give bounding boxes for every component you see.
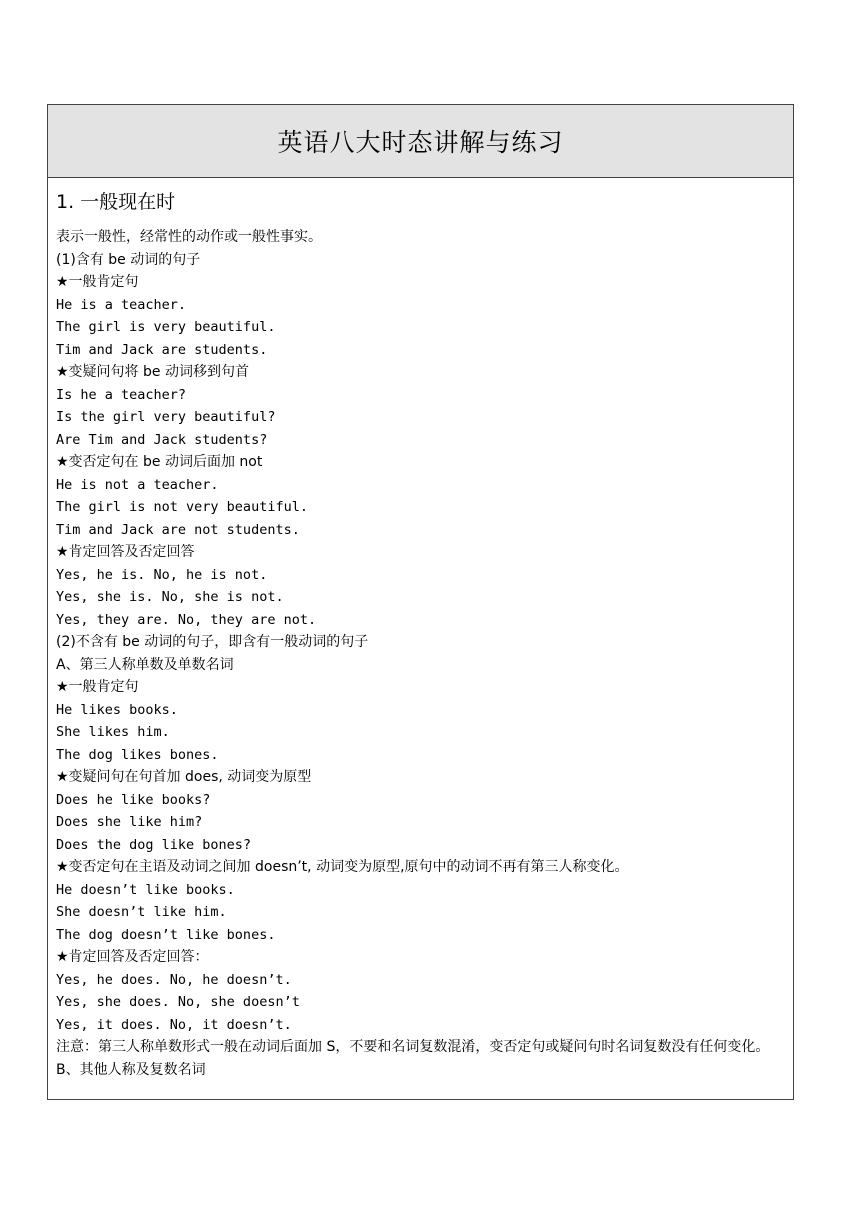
document-title: 英语八大时态讲解与练习 [277,128,564,157]
text-line: Yes, she is. No, she is not. [56,589,284,605]
text-line: Are Tim and Jack students? [56,431,268,448]
text-line: Does the dog like bones? [56,836,252,853]
text-line: The girl is very beautiful. [56,319,276,335]
title-bar [48,105,793,178]
text-line: He is a teacher. [56,296,187,313]
text-line: Yes, they are. No, they are not. [56,611,317,628]
text-lines [56,226,785,1081]
text-line: She likes him. [56,724,170,740]
text-line: Yes, he does. No, he doesn’t. [56,971,292,988]
text-line: 注意：第三人称单数形式一般在动词后面加 S，不要和名词复数混淆，变否定句或疑问句时名词复数没有任何变化。 [56,1039,770,1055]
text-line: Tim and Jack are not students. [56,521,300,538]
text-line: ★变否定句在主语及动词之间加 doesn’t, 动词变为原型,原句中的动词不再有第三人称变化。 [56,859,629,875]
text-line: Yes, he is. No, he is not. [56,566,268,583]
text-line: Does she like him? [56,814,203,830]
text-line: Is he a teacher? [56,386,187,403]
text-line: 表示一般性，经常性的动作或一般性事实。 [56,229,322,245]
text-line: A、第三人称单数及单数名词 [56,656,234,673]
text-line: Is the girl very beautiful? [56,409,276,425]
text-line: He doesn’t like books. [56,881,235,898]
text-line: Yes, she does. No, she doesn’t [56,994,300,1010]
text-line: He is not a teacher. [56,476,219,493]
text-line: The dog doesn’t like bones. [56,926,276,943]
text-line: The girl is not very beautiful. [56,499,308,515]
text-line: ★肯定回答及否定回答 [56,544,195,560]
text-line: ★一般肯定句 [56,679,139,695]
document-box [47,104,794,1100]
document-content [48,178,793,1081]
text-line: The dog likes bones. [56,746,219,763]
text-line: She doesn’t like him. [56,904,227,920]
text-line: ★变疑问句将 be 动词移到句首 [56,364,249,380]
section-heading: 1. 一般现在时 [56,191,176,213]
text-line: (2)不含有 be 动词的句子，即含有一般动词的句子 [56,634,369,650]
text-line: ★变否定句在 be 动词后面加 not [56,454,263,470]
text-line: ★变疑问句在句首加 does, 动词变为原型 [56,769,312,785]
text-line: Tim and Jack are students. [56,341,268,358]
text-line: He likes books. [56,701,178,718]
text-line: B、其他人称及复数名词 [56,1061,206,1078]
text-line: Does he like books? [56,791,211,808]
text-line: ★肯定回答及否定回答： [56,949,209,965]
text-line: Yes, it does. No, it doesn’t. [56,1016,292,1033]
text-line: ★一般肯定句 [56,274,139,290]
text-line: (1)含有 be 动词的句子 [56,251,201,268]
